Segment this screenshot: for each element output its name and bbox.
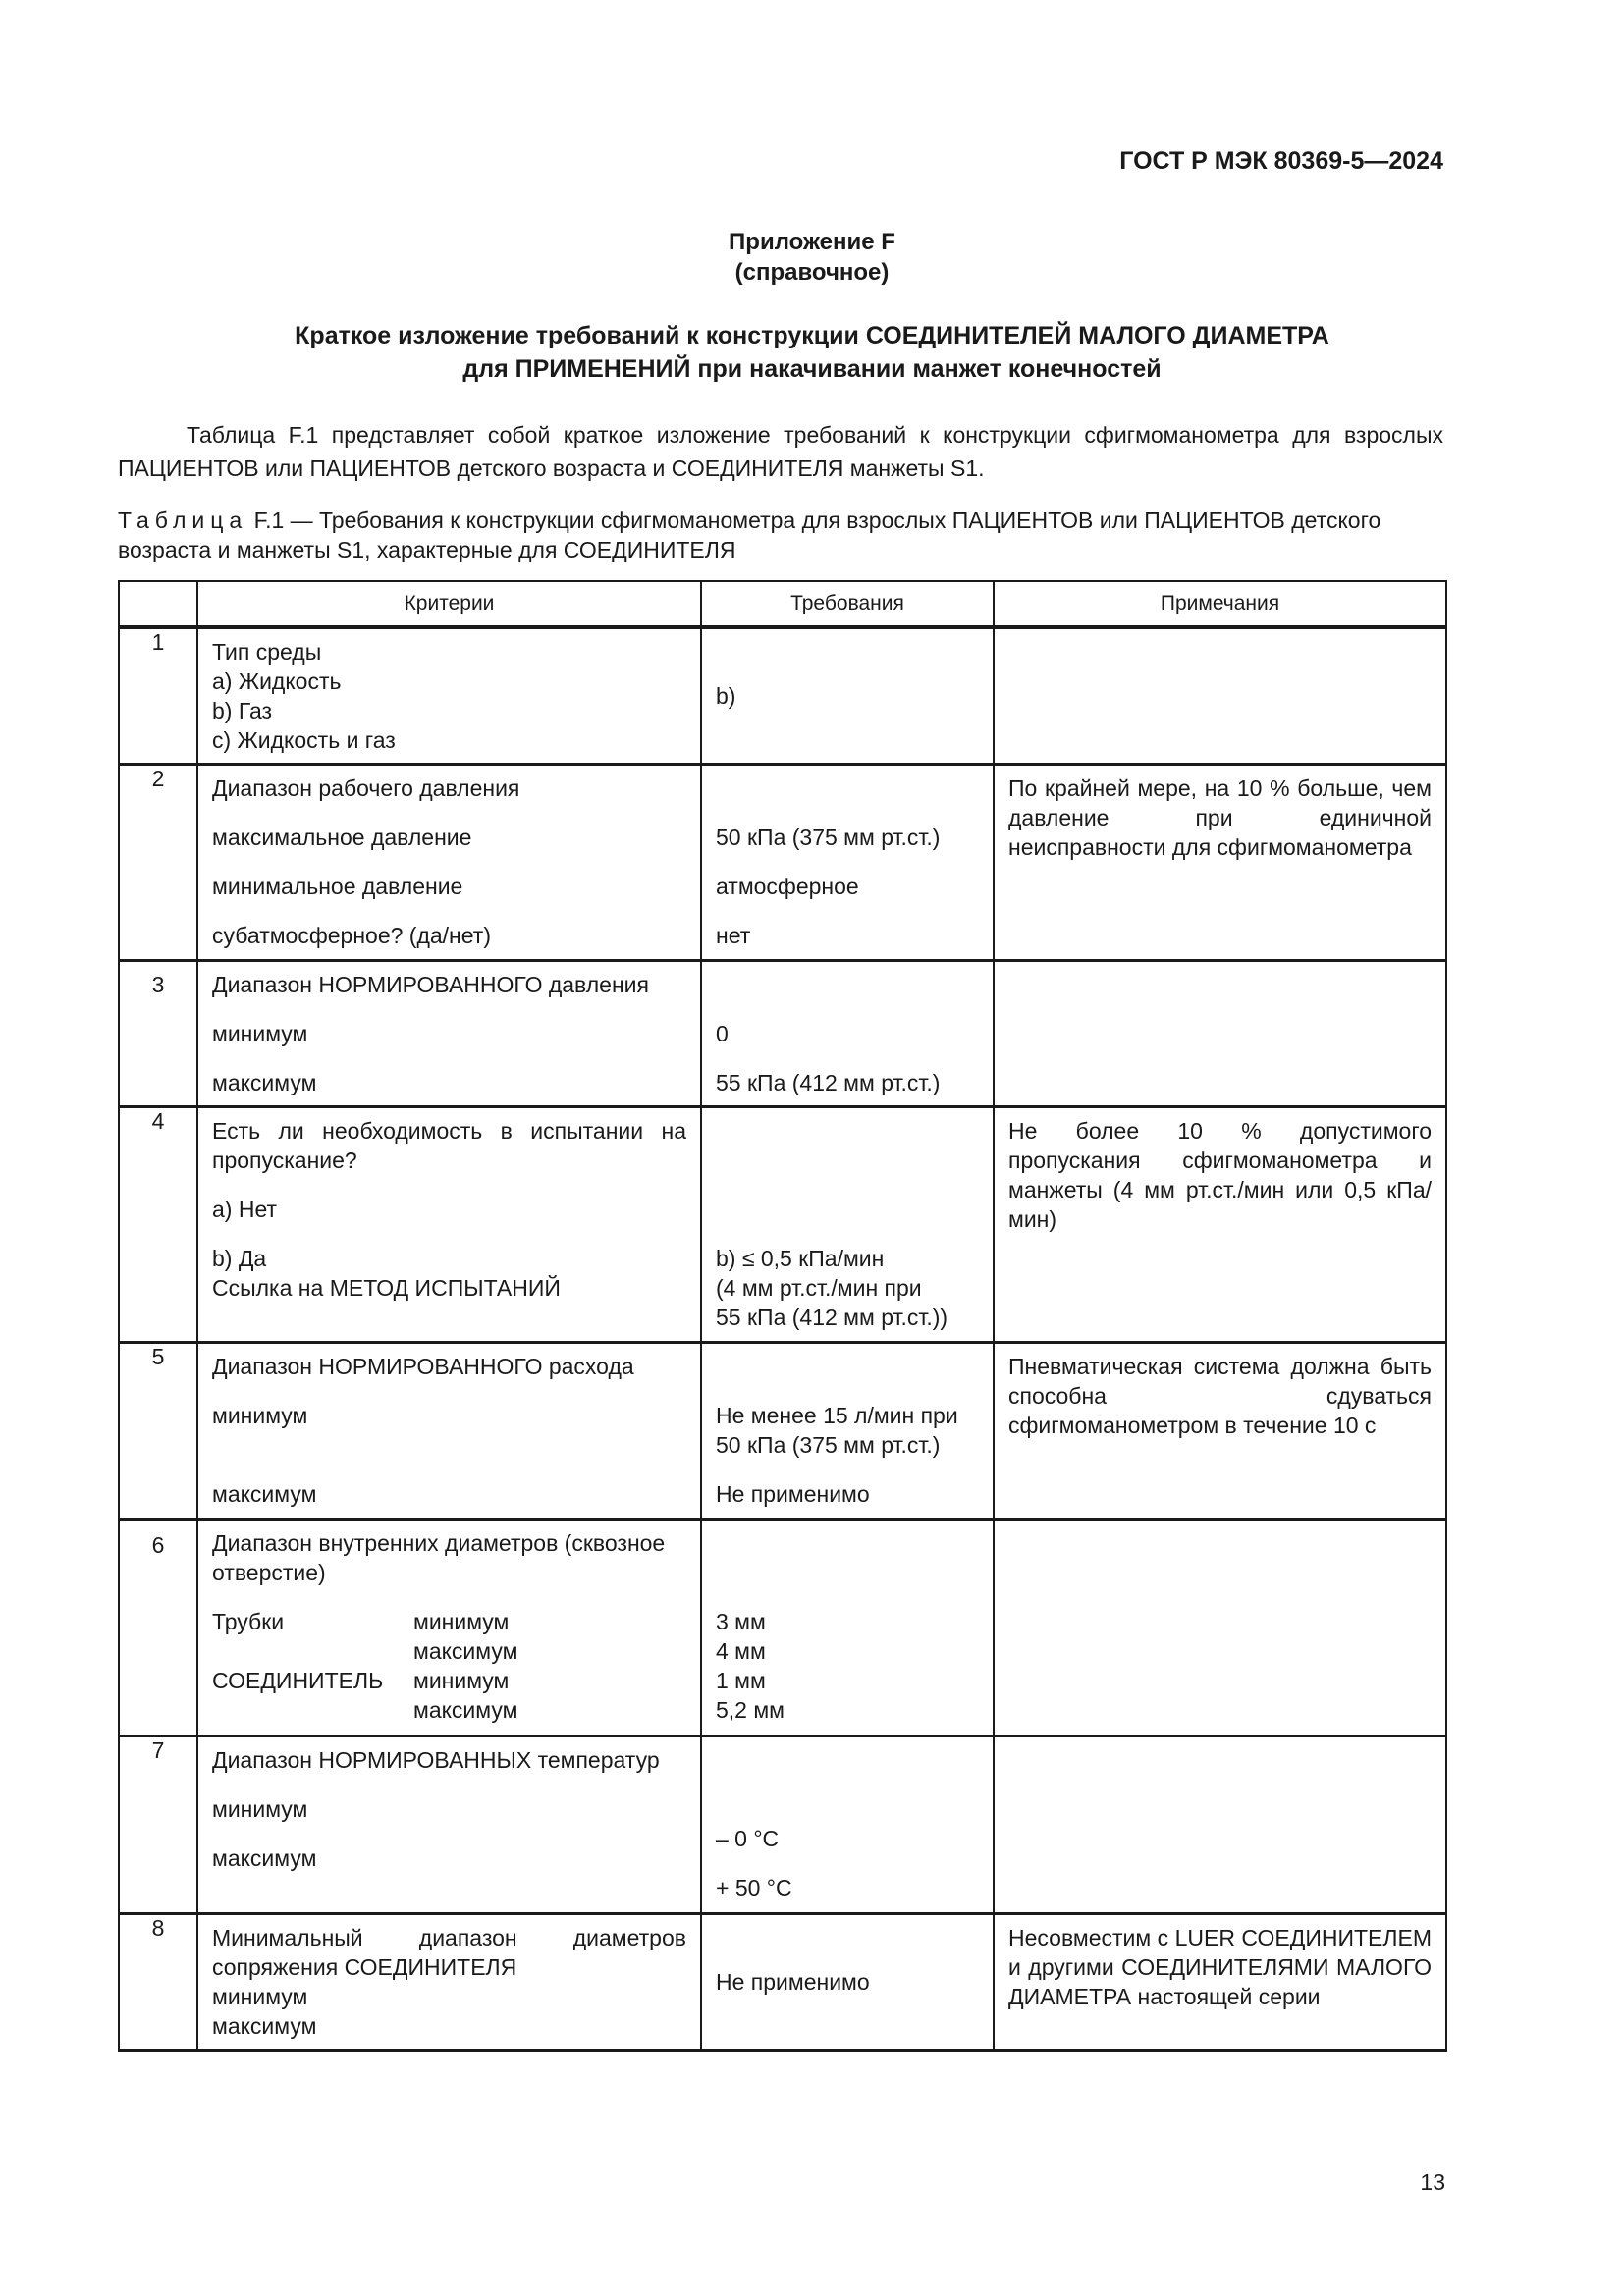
note-cell [994,1343,1446,1520]
table-header-row [119,581,1446,627]
criteria-line: максимум [413,1638,518,1664]
note-cell [994,1107,1446,1343]
requirement-cell [701,1736,994,1914]
requirement-line: Не применимо [716,1481,870,1507]
requirement-line: атмосферное [716,874,859,899]
criteria-line: b) Да [212,1246,267,1271]
table-caption-text: F.1 — Требования к конструкции сфигмоманометра для взрослых ПАЦИЕНТОВ или ПАЦИЕНТОВ детского возраста и манжеты S1, характерные для СОЕДИНИТЕЛЯ [118,507,1381,562]
intro-paragraph [118,418,1443,485]
criteria-cell [197,765,701,961]
table-caption-label: Таблица [118,507,248,533]
criteria-line: минимум [413,1668,510,1693]
requirement-cell [701,627,994,765]
page-number: 13 [1420,2169,1445,2195]
table-row [119,961,1446,1107]
criteria-line: минимум [212,1796,308,1822]
criteria-line: a) Нет [212,1197,278,1222]
requirement-line: 55 кПа (412 мм рт.ст.) [716,1070,941,1095]
header-notes: Примечания [994,581,1446,627]
criteria-line: Ссылка на МЕТОД ИСПЫТАНИЙ [212,1275,561,1301]
table-row [119,627,1446,765]
criteria-cell [197,1736,701,1914]
criteria-line: a) Жидкость [212,668,342,694]
requirement-cell [701,1520,994,1736]
criteria-line: Трубки [212,1609,285,1634]
requirement-cell [701,1107,994,1343]
criteria-line: максимум [212,1070,317,1095]
note-text: Не более 10 % допустимого пропускания сфигмоманометра и манжеты (4 мм рт.ст./мин или 0,5 кПа/мин) [1008,1118,1432,1232]
criteria-line: минимальное давление [212,874,463,899]
requirement-line: 3 мм [716,1609,766,1634]
criteria-cell [197,961,701,1107]
criteria-line: Диапазон НОРМИРОВАННОГО давления [212,972,649,997]
criteria-line: максимум [212,2013,317,2039]
criteria-line: максимальное давление [212,825,472,850]
note-cell [994,1736,1446,1914]
requirement-line: 4 мм [716,1638,766,1664]
table-row [119,1520,1446,1736]
note-text: Несовместим с LUER СОЕДИНИТЕЛЕМ и другими СОЕДИНИТЕЛЯМИ МАЛОГО ДИАМЕТРА настоящей серии [1008,1925,1432,2009]
table-row [119,1736,1446,1914]
criteria-line: минимум [212,1021,308,1046]
criteria-line: Есть ли необходимость в испытании на пропускание? [212,1118,686,1173]
requirement-line: 5,2 мм [716,1697,785,1723]
criteria-cell [197,1520,701,1736]
requirement-line: (4 мм рт.ст./мин при [716,1275,922,1301]
requirement-line: 50 кПа (375 мм рт.ст.) [716,1432,941,1458]
note-text: По крайней мере, на 10 % больше, чем давление при единичной неисправности для сфигмоманометра [1008,775,1432,860]
note-cell [994,627,1446,765]
note-cell [994,961,1446,1107]
row-number: 3 [119,961,197,1107]
table-row [119,765,1446,961]
criteria-line: Тип среды [212,639,322,665]
requirement-line: b) ≤ 0,5 кПа/мин [716,1246,885,1271]
header-number [119,581,197,627]
requirement-line: + 50 °C [716,1875,792,1900]
requirement-line: – 0 °C [716,1826,780,1851]
table-row [119,1107,1446,1343]
row-number: 1 [119,627,197,765]
criteria-line: Диапазон НОРМИРОВАННОГО расхода [212,1354,634,1379]
requirement-line: Не менее 15 л/мин при [716,1403,958,1428]
requirement-cell [701,1914,994,2051]
requirement-cell [701,1343,994,1520]
note-text: Пневматическая система должна быть способна сдуваться сфигмоманометром в течение 10 с [1008,1354,1432,1438]
header-requirements: Требования [701,581,994,627]
standard-code: ГОСТ Р МЭК 80369-5—2024 [1119,147,1443,175]
criteria-line: Диапазон внутренних диаметров (сквозное отверстие) [212,1530,666,1585]
section-title-line-2: для ПРИМЕНЕНИЙ при накачивании манжет конечностей [462,355,1162,383]
criteria-line: СОЕДИНИТЕЛЬ [212,1668,384,1693]
criteria-line: минимум [212,1984,308,2009]
row-number: 4 [119,1107,197,1343]
note-cell [994,1520,1446,1736]
criteria-line: максимум [212,1845,317,1871]
requirement-cell [701,765,994,961]
requirement-line: 0 [716,1021,729,1046]
criteria-cell [197,627,701,765]
section-title-line-1: Краткое изложение требований к конструкции СОЕДИНИТЕЛЕЙ МАЛОГО ДИАМЕТРА [295,322,1329,349]
appendix-kind: (справочное) [734,259,890,286]
criteria-line: минимум [212,1403,308,1428]
table-caption [118,506,1443,564]
criteria-line: максимум [413,1697,518,1723]
criteria-line: максимум [212,1481,317,1507]
criteria-line: b) Газ [212,698,273,723]
requirement-line: 1 мм [716,1668,766,1693]
row-number: 7 [119,1736,197,1914]
criteria-cell [197,1107,701,1343]
requirement-value: b) [716,682,736,709]
note-cell [994,765,1446,961]
criteria-cell [197,1914,701,2051]
criteria-cell [197,1343,701,1520]
requirements-table [118,580,1447,2052]
row-number: 2 [119,765,197,961]
intro-text: Таблица F.1 представляет собой краткое изложение требований к конструкции сфигмоманометра для взрослых ПАЦИЕНТОВ или ПАЦИЕНТОВ детского возраста и СОЕДИНИТЕЛЯ манжеты S1. [118,422,1443,481]
requirement-line: 55 кПа (412 мм рт.ст.)) [716,1305,948,1330]
requirement-line: 50 кПа (375 мм рт.ст.) [716,825,941,850]
appendix-title: Приложение F [729,229,895,255]
criteria-line: минимум [413,1609,510,1634]
table-row [119,1343,1446,1520]
requirement-line: нет [716,923,751,948]
criteria-line: субатмосферное? (да/нет) [212,923,491,948]
header-criteria: Критерии [197,581,701,627]
criteria-line: c) Жидкость и газ [212,727,396,753]
requirement-value: Не применимо [716,1968,870,1995]
note-cell [994,1914,1446,2051]
requirement-cell [701,961,994,1107]
criteria-line: Диапазон НОРМИРОВАННЫХ температур [212,1747,660,1773]
criteria-line: Диапазон рабочего давления [212,775,520,801]
table-row [119,1914,1446,2051]
row-number: 6 [119,1520,197,1736]
row-number: 8 [119,1914,197,2051]
row-number: 5 [119,1343,197,1520]
criteria-line: Минимальный диапазон диаметров сопряжения СОЕДИНИТЕЛЯ [212,1925,686,1980]
